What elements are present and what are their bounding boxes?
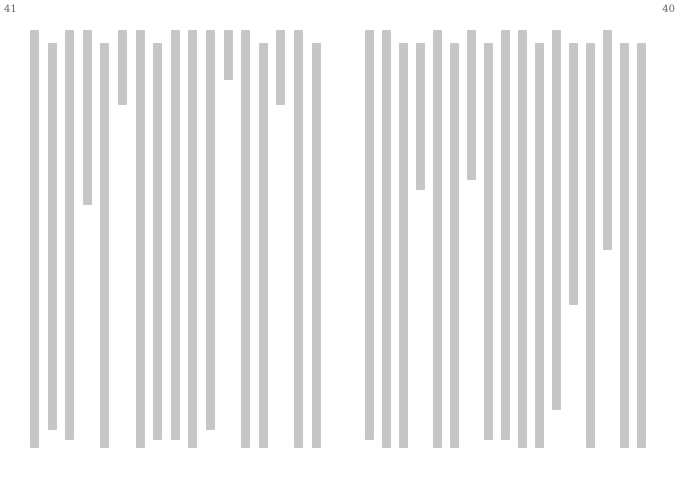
text-line-redacted: [586, 43, 595, 448]
text-line-redacted: [535, 43, 544, 448]
text-line-redacted: [118, 30, 127, 105]
page-number: 41: [4, 4, 17, 15]
text-line-redacted: [365, 30, 374, 440]
text-line-redacted: [416, 43, 425, 190]
left-page: [0, 0, 340, 480]
text-line-redacted: [294, 30, 303, 448]
text-line-redacted: [171, 30, 180, 440]
right-page: [341, 0, 681, 480]
text-line-redacted: [620, 43, 629, 448]
text-line-redacted: [501, 30, 510, 440]
text-line-redacted: [276, 30, 285, 105]
text-line-redacted: [467, 30, 476, 180]
text-line-redacted: [552, 30, 561, 410]
text-line-redacted: [136, 30, 145, 448]
text-line-redacted: [450, 43, 459, 448]
page-number: 40: [662, 4, 675, 15]
text-line-redacted: [188, 30, 197, 448]
text-line-redacted: [569, 43, 578, 305]
text-line-redacted: [637, 43, 646, 448]
text-line-redacted: [484, 43, 493, 440]
text-line-redacted: [518, 30, 527, 448]
text-line-redacted: [382, 30, 391, 448]
text-line-redacted: [83, 30, 92, 205]
text-line-redacted: [48, 43, 57, 430]
text-line-redacted: [433, 30, 442, 448]
text-line-redacted: [399, 43, 408, 448]
text-line-redacted: [259, 43, 268, 448]
text-line-redacted: [206, 30, 215, 430]
text-line-redacted: [224, 30, 233, 80]
text-line-redacted: [30, 30, 39, 448]
text-line-redacted: [312, 43, 321, 448]
text-line-redacted: [153, 43, 162, 440]
text-line-redacted: [65, 30, 74, 440]
text-line-redacted: [241, 30, 250, 448]
text-line-redacted: [603, 30, 612, 250]
text-line-redacted: [100, 43, 109, 448]
